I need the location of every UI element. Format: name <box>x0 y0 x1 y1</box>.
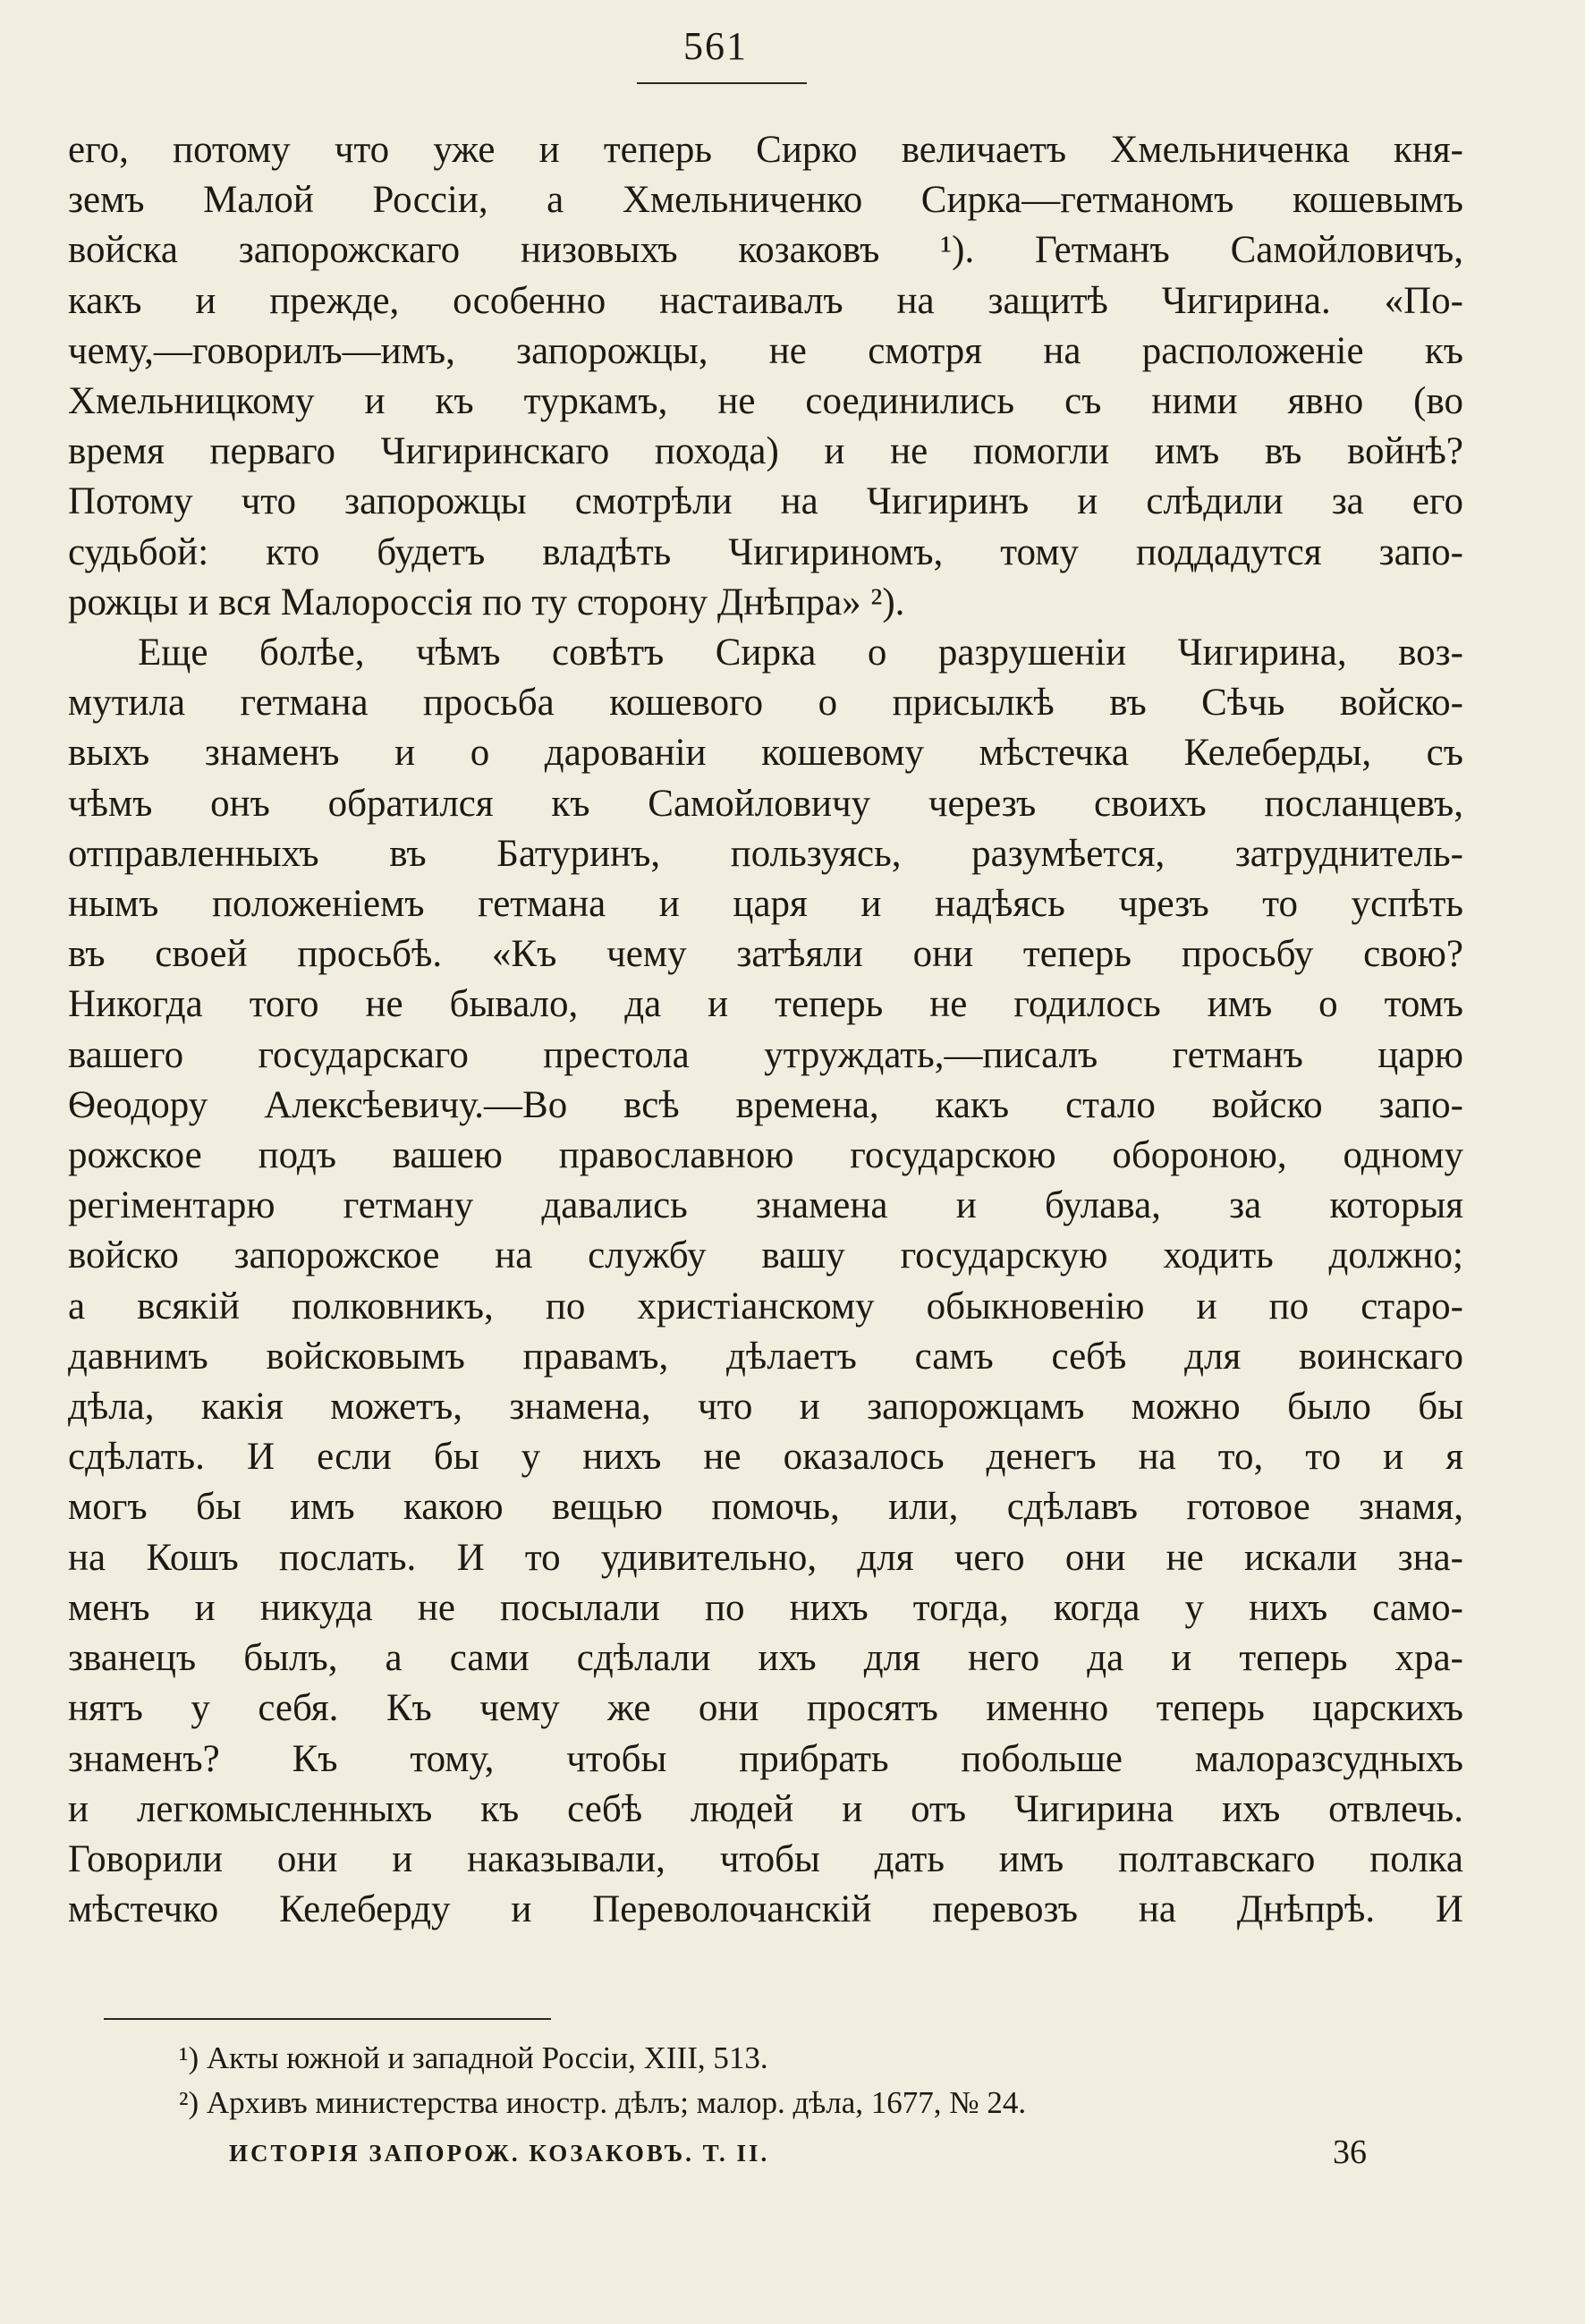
text-line: дѣла, какія можетъ, знамена, что и запорожцамъ можно было бы <box>68 1386 1463 1429</box>
text-line: на Кошъ послать. И то удивительно, для чего они не искали зна- <box>68 1536 1463 1579</box>
footnote-rule <box>104 2018 551 2020</box>
text-line: Еще болѣе, чѣмъ совѣтъ Сирка о разрушеніи Чигирина, воз- <box>138 632 1463 674</box>
text-line: менъ и никуда не посылали по нихъ тогда, когда у нихъ само- <box>68 1586 1463 1629</box>
footnote-text: Акты южной и западной Россіи, XIII, 513. <box>199 2040 768 2075</box>
text-line: нятъ у себя. Къ чему же они просятъ именно теперь царскихъ <box>68 1687 1463 1730</box>
text-line: земъ Малой Россіи, а Хмельниченко Сирка—гетманомъ кошевымъ <box>68 179 1463 222</box>
body-text <box>68 125 1463 1935</box>
text-line: рожцы и вся Малороссія по ту сторону Днѣпра» ²). <box>68 581 905 623</box>
text-line: рожское подъ вашею православною государскою обороною, одному <box>68 1134 1463 1177</box>
footnote <box>179 2081 1342 2125</box>
text-line: отправленныхъ въ Батуринъ, пользуясь, разумѣется, затруднитель- <box>68 832 1463 875</box>
text-line: сдѣлать. И если бы у нихъ не оказалось денегъ на то, то и я <box>68 1436 1463 1479</box>
footnotes <box>179 2036 1342 2125</box>
text-line: чему,—говорилъ—имъ, запорожцы, не смотря на расположеніе къ <box>68 329 1463 372</box>
text-line: его, потому что уже и теперь Сирко величаетъ Хмельниченка кня- <box>68 129 1463 171</box>
page-number: 561 <box>683 24 748 68</box>
text-line: и легкомысленныхъ къ себѣ людей и отъ Чигирина ихъ отвлечь. <box>68 1787 1463 1830</box>
text-line: судьбой: кто будетъ владѣть Чигириномъ, тому поддадутся запо- <box>68 530 1463 573</box>
footnote-mark: ¹) <box>179 2040 199 2075</box>
text-line: званецъ былъ, а сами сдѣлали ихъ для него да и теперь хра- <box>68 1637 1463 1680</box>
text-line: выхъ знаменъ и о дарованіи кошевому мѣстечка Келеберды, съ <box>68 732 1463 775</box>
text-line: нымъ положеніемъ гетмана и царя и надѣясь чрезъ то успѣть <box>68 883 1463 926</box>
text-line: вашего государскаго престола утруждать,—писалъ гетманъ царю <box>68 1033 1463 1076</box>
text-line: чѣмъ онъ обратился къ Самойловичу черезъ своихъ посланцевъ, <box>68 782 1463 825</box>
text-line: Никогда того не бывало, да и теперь не годилось имъ о томъ <box>68 983 1463 1026</box>
sheet-number: 36 <box>1333 2133 1367 2171</box>
text-line: знаменъ? Къ тому, чтобы прибрать побольше малоразсудныхъ <box>68 1737 1463 1780</box>
footnote <box>179 2036 1342 2081</box>
text-line: Ѳеодору Алексѣевичу.—Во всѣ времена, какъ стало войско запо- <box>68 1083 1463 1126</box>
text-line: время перваго Чигиринскаго похода) и не помогли имъ въ войнѣ? <box>68 430 1463 473</box>
text-line: регіментарю гетману давались знамена и булава, за которыя <box>68 1184 1463 1227</box>
text-line: въ своей просьбѣ. «Къ чему затѣяли они теперь просьбу свою? <box>68 933 1463 976</box>
text-line: мѣстечко Келеберду и Переволочанскій перевозъ на Днѣпрѣ. И <box>68 1888 1463 1931</box>
text-line: Говорили они и наказывали, чтобы дать имъ полтавскаго полка <box>68 1837 1463 1880</box>
footnote-mark: ²) <box>179 2085 199 2120</box>
text-line: какъ и прежде, особенно настаивалъ на защитѣ Чигирина. «По- <box>68 279 1463 322</box>
text-line: Хмельницкому и къ туркамъ, не соединились съ ними явно (во <box>68 380 1463 423</box>
printer-signature: ИСТОРІЯ ЗАПОРОЖ. КОЗАКОВЪ. Т. II. <box>229 2140 770 2167</box>
text-line: а всякій полковникъ, по христіанскому обыкновенію и по старо- <box>68 1285 1463 1327</box>
text-line: мутила гетмана просьба кошевого о присылкѣ въ Сѣчь войско- <box>68 682 1463 725</box>
text-line: войска запорожскаго низовыхъ козаковъ ¹). Гетманъ Самойловичъ, <box>68 229 1463 272</box>
footnote-text: Архивъ министерства иностр. дѣлъ; малор. дѣла, 1677, № 24. <box>199 2085 1027 2120</box>
text-line: могъ бы имъ какою вещью помочь, или, сдѣлавъ готовое знамя, <box>68 1486 1463 1529</box>
text-line: давнимъ войсковымъ правамъ, дѣлаетъ самъ себѣ для воинскаго <box>68 1335 1463 1378</box>
text-line: войско запорожское на службу вашу государскую ходить должно; <box>68 1234 1463 1277</box>
page-number-rule <box>637 82 807 84</box>
text-line: Потому что запорожцы смотрѣли на Чигиринъ и слѣдили за его <box>68 480 1463 523</box>
